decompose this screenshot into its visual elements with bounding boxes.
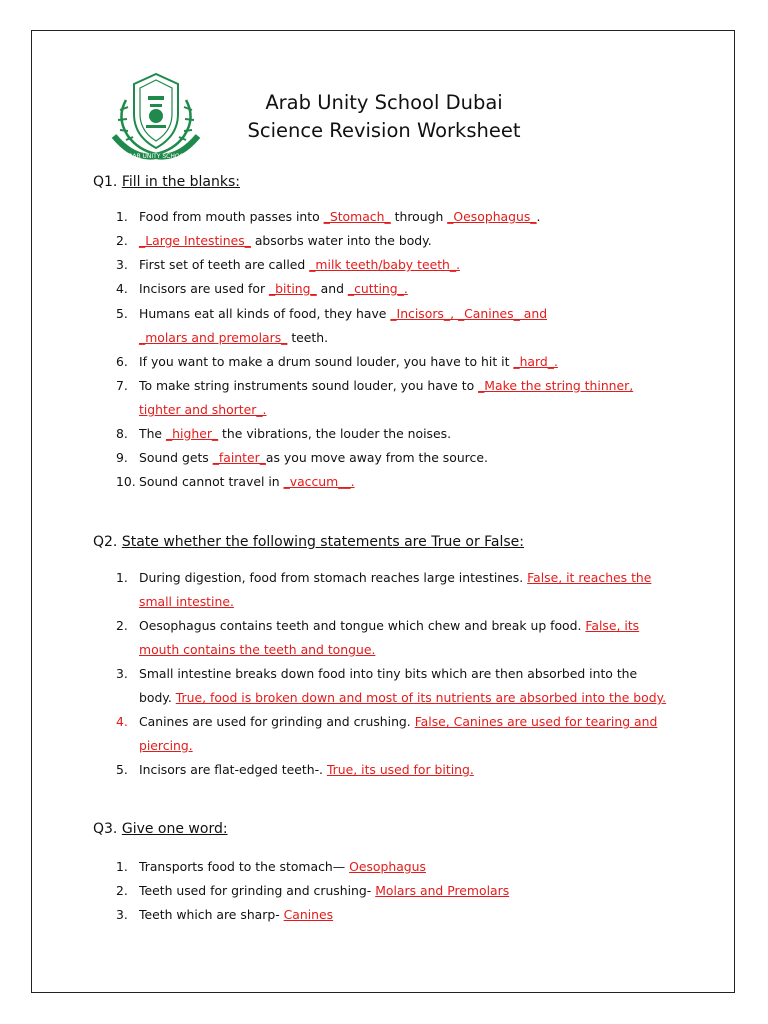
item-number: 2.	[116, 883, 128, 898]
answer: _Make the string thinner,	[478, 378, 634, 393]
answer: False, Canines are used for tearing and	[414, 714, 658, 729]
item-number: 3.	[116, 666, 128, 681]
item-number: 5.	[116, 762, 128, 777]
item-text: Incisors are used for	[139, 281, 269, 296]
item-number: 3.	[116, 907, 128, 922]
q2-heading	[93, 534, 524, 550]
answer: _cutting_.	[347, 281, 408, 296]
item-text: Humans eat all kinds of food, they have	[139, 306, 391, 321]
school-title: Arab Unity School Dubai	[265, 91, 503, 114]
item-number: 6.	[116, 354, 128, 369]
q2-title: State whether the following statements are True or False:	[121, 534, 525, 550]
item-text: Teeth used for grinding and crushing-	[139, 883, 376, 898]
answer: piercing.	[139, 738, 193, 753]
answer: _Oesophagus_	[447, 209, 537, 224]
item-text: The	[139, 426, 166, 441]
item-text: Food from mouth passes into	[139, 209, 324, 224]
answer: _biting_	[268, 281, 317, 296]
item-text: .	[536, 209, 541, 224]
answer: Canines	[283, 907, 334, 922]
item-number: 4.	[116, 281, 128, 296]
item-text: and	[316, 281, 348, 296]
answer: tighter and shorter_.	[139, 402, 267, 417]
item-text: through	[390, 209, 448, 224]
item-text: If you want to make a drum sound louder, you have to hit it	[139, 354, 514, 369]
item-number: 4.	[116, 714, 128, 729]
item-text: Canines are used for grinding and crushing.	[139, 714, 415, 729]
item-text: Sound cannot travel in	[139, 474, 284, 489]
q3-title: Give one word:	[121, 821, 228, 837]
item-text: To make string instruments sound louder, you have to	[139, 378, 479, 393]
answer: False, its	[585, 618, 640, 633]
item-text: as you move away from the source.	[265, 450, 488, 465]
answer: True, its used for biting.	[326, 762, 474, 777]
item-number: 1.	[116, 859, 128, 874]
school-crest-logo	[104, 70, 208, 162]
q1-heading	[93, 174, 240, 190]
answer: _Stomach_	[323, 209, 391, 224]
item-text: Sound gets	[139, 450, 213, 465]
item-text: body.	[139, 690, 176, 705]
item-number: 5.	[116, 306, 128, 321]
worksheet-title: Science Revision Worksheet	[247, 119, 521, 142]
answer: _milk teeth/baby teeth_.	[309, 257, 461, 272]
item-number: 7.	[116, 378, 128, 393]
q1-label: Q1.	[93, 174, 118, 190]
item-text: Teeth which are sharp-	[139, 907, 284, 922]
item-number: 3.	[116, 257, 128, 272]
answer: Oesophagus	[349, 859, 426, 874]
answer: True, food is broken down and most of its nutrients are absorbed into the body.	[175, 690, 667, 705]
q1-title: Fill in the blanks:	[121, 174, 240, 190]
q3-label: Q3.	[93, 821, 118, 837]
answer: _higher_	[165, 426, 219, 441]
answer: _vaccum__.	[283, 474, 355, 489]
answer: Molars and Premolars	[375, 883, 510, 898]
answer: _hard_.	[513, 354, 558, 369]
item-text: Incisors are flat-edged teeth-.	[139, 762, 327, 777]
item-number: 1.	[116, 570, 128, 585]
answer: mouth contains the teeth and tongue.	[139, 642, 376, 657]
answer: _molars and premolars_	[139, 330, 288, 345]
item-text: First set of teeth are called	[139, 257, 310, 272]
item-number: 10.	[116, 474, 136, 489]
q3-heading	[93, 821, 228, 837]
item-text: Transports food to the stomach—	[139, 859, 350, 874]
item-number: 8.	[116, 426, 128, 441]
answer: _fainter_	[212, 450, 266, 465]
item-number: 2.	[116, 618, 128, 633]
answer: _Incisors_, _Canines_ and	[390, 306, 548, 321]
item-number: 1.	[116, 209, 128, 224]
logo-text: ARAB UNITY SCHOOL	[124, 153, 188, 160]
item-text: absorbs water into the body.	[250, 233, 432, 248]
item-text: teeth.	[287, 330, 329, 345]
item-text: During digestion, food from stomach reaches large intestines.	[139, 570, 528, 585]
item-text: Oesophagus contains teeth and tongue which chew and break up food.	[139, 618, 586, 633]
q2-label: Q2.	[93, 534, 118, 550]
item-number: 2.	[116, 233, 128, 248]
item-text: the vibrations, the louder the noises.	[218, 426, 452, 441]
item-number: 9.	[116, 450, 128, 465]
answer: False, it reaches the	[527, 570, 652, 585]
item-text: Small intestine breaks down food into tiny bits which are then absorbed into the	[139, 666, 638, 681]
answer: _Large Intestines_	[139, 233, 251, 248]
answer: small intestine.	[139, 594, 234, 609]
